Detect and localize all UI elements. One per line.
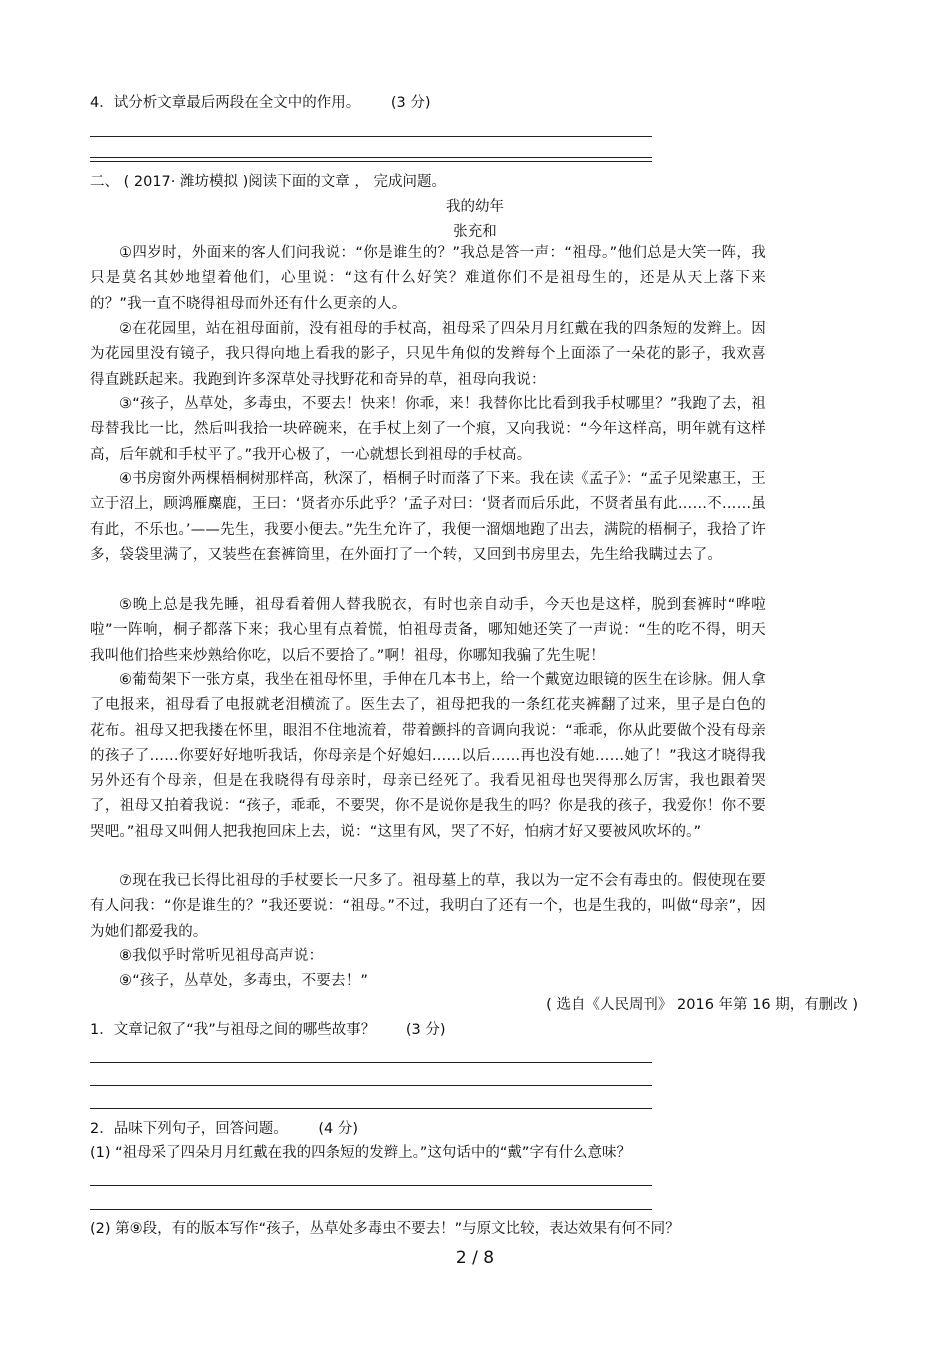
subquestion-2: (2) 第⑨段，有的版本写作“孩子，丛草处多毒虫不要去！”与原文比较，表达效果有何不同？ xyxy=(90,1221,680,1237)
question-1: 1．文章记叙了“我”与祖母之间的哪些故事？ (3 分) xyxy=(90,1022,446,1038)
question-4-score: (3 分) xyxy=(390,95,431,111)
paragraph-2: ②在花园里，站在祖母面前，没有祖母的手杖高，祖母采了四朵月月红戴在我的四条短的发辫上。因为花园里没有镜子，我只得向地上看我的影子，只见牛角似的发辫每个上面添了一朵花的影子，我欢喜得直跳跃起来。我跑到许多深草处寻找野花和奇异的草，祖母向我说： xyxy=(90,321,766,388)
section-heading: 二、 ( 2017· 潍坊模拟 )阅读下面的文章 ， 完成问题。 xyxy=(90,174,446,190)
paragraph-6: ⑥葡萄架下一张方桌，我坐在祖母怀里，手伸在几本书上，给一个戴宽边眼镜的医生在诊脉。佣人拿了电报来，祖母看了电报就老泪横流了。医生去了，祖母把我的一条红花夹裤翻了过来，里子是白色的花布。祖母又把我搂在怀里，眼泪不住地流着，带着颤抖的音调向我说：“乖乖，你从此要做个没有母亲的孩子了……你要好好地听我话，你母亲是个好媳妇……以后……再也没有她……她了！”我这才晓得我另外还有个母亲，但是在我晓得有母亲时，母亲已经死了。我看见祖母也哭得那么厉害，我也跟着哭了，祖母又拍着我说：“孩子，乖乖，不要哭，你不是说你是我生的吗？你是我的孩子，我爱你！你不要哭吧。”祖母又叫佣人把我抱回床上去，说：“这里有风，哭了不好，怕病才好又要被风吹坏的。” xyxy=(90,672,766,840)
article-title: 我的幼年 xyxy=(446,199,504,215)
answer-line xyxy=(90,1062,652,1063)
question-4-text: 4．试分析文章最后两段在全文中的作用。 (3 分) xyxy=(90,95,431,111)
question-1-score: (3 分) xyxy=(405,1022,446,1038)
paragraph-4: ④书房窗外两棵梧桐树那样高，秋深了，梧桐子时而落了下来。我在读《孟子》：“孟子见梁惠王，王立于沼上，顾鸿雁麋鹿，王曰：‘贤者亦乐此乎？’孟子对曰：‘贤者而后乐此，不贤者虽有此……不……虽有此，不乐也。’——先生，我要小便去。”先生允许了，我便一溜烟地跑了出去，满院的梧桐子，我拾了许多，袋袋里满了，又装些在套裤筒里，在外面打了一个转，又回到书房里去，先生给我瞒过去了。 xyxy=(90,471,766,563)
answer-line xyxy=(90,1209,652,1210)
article-source: ( 选自《人民周刊》 2016 年第 16 期，有删改 ) xyxy=(546,997,858,1013)
answer-line xyxy=(90,136,652,137)
paragraph-3: ③“孩子，丛草处，多毒虫，不要去！快来！你乖，来！我替你比比看到我手杖哪里？”我跑了去，祖母替我比一比，然后叫我拾一块碎碗来，在手杖上刻了一个痕，又向我说：“今年这样高，明年就有这样高，后年就和手杖平了。”我开心极了，一心就想长到祖母的手杖高。 xyxy=(90,396,766,463)
paragraph-5: ⑤晚上总是我先睡，祖母看着佣人替我脱衣，有时也亲自动手，今天也是这样，脱到套裤时“哗啦啦”一阵响，桐子都落下来；我心里有点着慌，怕祖母责备，哪知她还笑了一声说：“生的吃不得，明天我叫他们拾些来炒熟给你吃，以后不要拾了。”啊！祖母，你哪知我骗了先生呢！ xyxy=(90,597,766,664)
paragraph-7: ⑦现在我已长得比祖母的手杖要长一尺多了。祖母墓上的草，我以为一定不会有毒虫的。假使现在要有人问我：“你是谁生的？”我还要说：“祖母。”不过，我明白了还有一个，也是生我的，叫做“母亲”，因为她们都爱我的。 xyxy=(90,873,766,940)
answer-line xyxy=(90,1108,652,1109)
question-2-score: (4 分) xyxy=(318,1121,358,1137)
subquestion-1: (1) “祖母采了四朵月月红戴在我的四条短的发辫上。”这句话中的“戴”字有什么意味？ xyxy=(90,1145,631,1161)
page-number: 2 / 8 xyxy=(455,1248,495,1268)
answer-line xyxy=(90,157,652,162)
paragraph-1: ①四岁时，外面来的客人们问我说：“你是谁生的？”我总是答一声：“祖母。”他们总是大笑一阵，我只是莫名其妙地望着他们，心里说：“这有什么好笑？难道你们不是祖母生的，还是从天上落下来的？”我一直不晓得祖母而外还有什么更亲的人。 xyxy=(90,245,766,312)
paragraph-9: ⑨“孩子，丛草处，多毒虫，不要去！” xyxy=(119,973,369,989)
paragraph-8: ⑧我似乎时常听见祖母高声说： xyxy=(119,948,324,964)
answer-line xyxy=(90,1185,652,1186)
article-author: 张充和 xyxy=(453,224,497,240)
question-2: 2．品味下列句子，回答问题。 (4 分) xyxy=(90,1121,358,1137)
answer-line xyxy=(90,1085,652,1086)
